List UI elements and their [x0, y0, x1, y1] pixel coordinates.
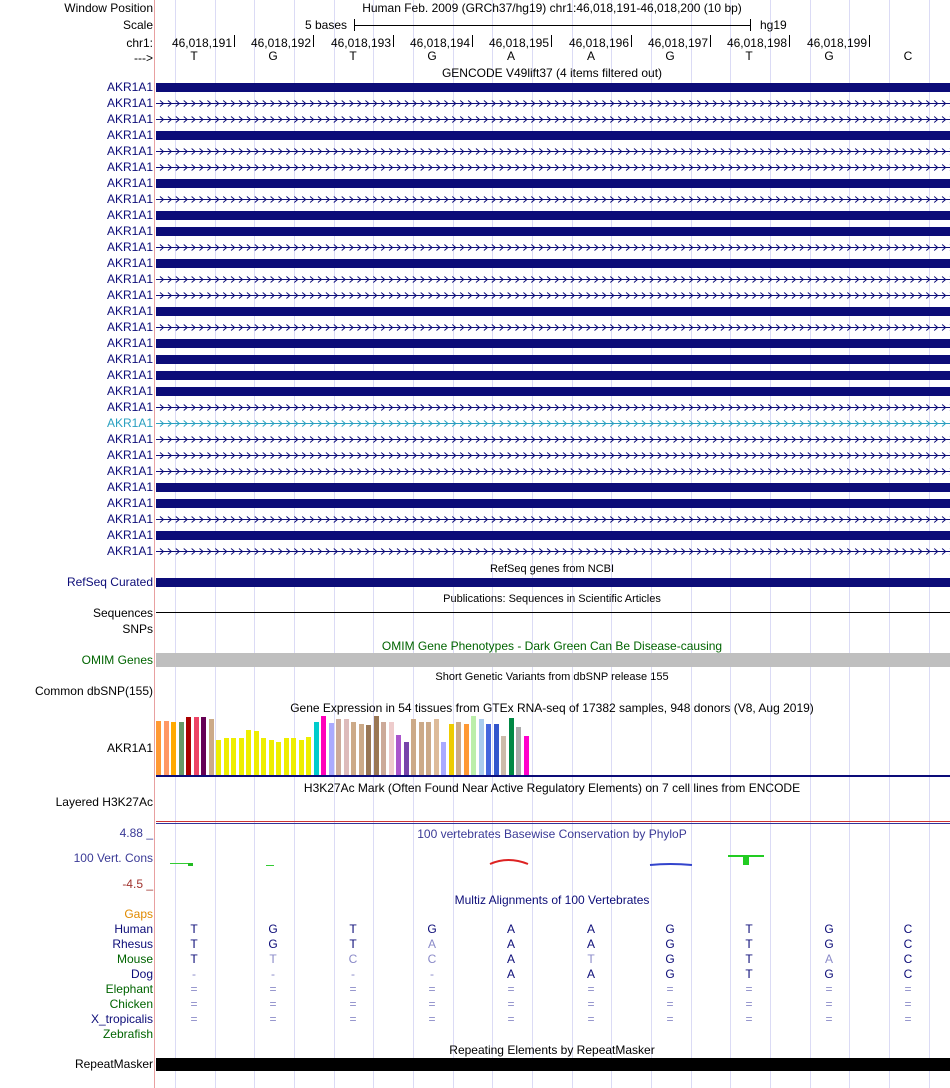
- gtex-tissue-bar[interactable]: [524, 736, 529, 775]
- gtex-tissue-bar[interactable]: [456, 722, 461, 775]
- alignment-base: G: [824, 922, 834, 936]
- gtex-tissue-bar[interactable]: [464, 724, 469, 775]
- gtex-tissue-bar[interactable]: [186, 717, 191, 775]
- alignment-base: A: [586, 967, 596, 981]
- scale-db: hg19: [760, 18, 787, 32]
- publications-track-label[interactable]: Sequences: [92, 606, 153, 620]
- alignment-base: =: [587, 1012, 595, 1026]
- alignment-base: =: [666, 1012, 674, 1026]
- alignment-base: G: [665, 937, 675, 951]
- gencode-exon-bar[interactable]: [156, 131, 950, 140]
- gencode-transcript-label[interactable]: AKR1A1: [106, 128, 153, 142]
- alignment-base: G: [824, 967, 834, 981]
- base-letter: A: [506, 49, 516, 63]
- alignment-base: =: [428, 997, 436, 1011]
- alignment-base: C: [903, 952, 913, 966]
- gencode-intron-line[interactable]: [156, 323, 950, 332]
- alignment-base: -: [351, 967, 355, 981]
- gtex-bar-chart[interactable]: [156, 716, 950, 775]
- gtex-tissue-bar[interactable]: [171, 722, 176, 775]
- gencode-exon-bar[interactable]: [156, 339, 950, 348]
- position-tick: [789, 35, 790, 47]
- dbsnp-track-title: Short Genetic Variants from dbSNP release 155: [435, 671, 669, 683]
- gtex-tissue-bar[interactable]: [276, 742, 281, 775]
- h3k27ac-track-title: H3K27Ac Mark (Often Found Near Active Regulatory Elements) on 7 cell lines from ENCODE: [303, 781, 801, 795]
- alignment-base: G: [268, 937, 278, 951]
- position-label: 46,018,194: [409, 36, 470, 50]
- gtex-tissue-bar[interactable]: [374, 716, 379, 775]
- multiz-track-title: Multiz Alignments of 100 Vertebrates: [454, 893, 650, 907]
- gencode-transcript-label[interactable]: AKR1A1: [106, 144, 153, 158]
- alignment-base: A: [506, 967, 516, 981]
- window-position-label: Window Position: [64, 1, 153, 15]
- alignment-base: =: [349, 997, 357, 1011]
- gtex-tissue-bar[interactable]: [479, 719, 484, 775]
- h3k27ac-track-label[interactable]: Layered H3K27Ac: [55, 795, 153, 809]
- alignment-base: =: [666, 982, 674, 996]
- gencode-transcript-label[interactable]: AKR1A1: [106, 80, 153, 94]
- position-tick: [234, 35, 235, 47]
- species-label: Dog: [130, 967, 153, 981]
- alignment-base: =: [587, 997, 595, 1011]
- base-letter: G: [665, 49, 675, 63]
- phylop-track-title: 100 vertebrates Basewise Conservation by PhyloP: [417, 827, 687, 841]
- alignment-base: T: [269, 952, 277, 966]
- alignment-base: =: [190, 997, 198, 1011]
- species-label: Elephant: [105, 982, 153, 996]
- alignment-base: =: [587, 982, 595, 996]
- gtex-tissue-bar[interactable]: [359, 724, 364, 775]
- gencode-transcript-label[interactable]: AKR1A1: [106, 160, 153, 174]
- gtex-tissue-bar[interactable]: [224, 738, 229, 775]
- gencode-intron-line[interactable]: [156, 419, 950, 428]
- gtex-tissue-bar[interactable]: [509, 718, 514, 775]
- species-label: Rhesus: [112, 937, 153, 951]
- alignment-base: =: [745, 997, 753, 1011]
- alignment-base: G: [824, 937, 834, 951]
- position-tick: [710, 35, 711, 47]
- gencode-exon-bar[interactable]: [156, 211, 950, 220]
- base-letter: C: [903, 49, 913, 63]
- gtex-tissue-bar[interactable]: [381, 722, 386, 775]
- species-label: Zebrafish: [102, 1027, 153, 1041]
- refseq-track-label[interactable]: RefSeq Curated: [66, 575, 153, 589]
- repeatmasker-track-title: Repeating Elements by RepeatMasker: [449, 1043, 655, 1057]
- gencode-transcript-label[interactable]: AKR1A1: [106, 384, 153, 398]
- alignment-base: A: [586, 937, 596, 951]
- species-label: Mouse: [116, 952, 153, 966]
- alignment-base: C: [427, 952, 437, 966]
- alignment-base: =: [349, 1012, 357, 1026]
- gtex-tissue-bar[interactable]: [449, 724, 454, 775]
- gencode-intron-line[interactable]: [156, 515, 950, 524]
- gtex-tissue-bar[interactable]: [239, 738, 244, 775]
- publications-line: [156, 612, 950, 613]
- gencode-exon-bar[interactable]: [156, 387, 950, 396]
- alignment-base: =: [745, 982, 753, 996]
- gencode-transcript-label[interactable]: AKR1A1: [106, 416, 153, 430]
- h3k27ac-line-red: [156, 821, 950, 822]
- gencode-transcript-label[interactable]: AKR1A1: [106, 400, 153, 414]
- alignment-base: =: [825, 997, 833, 1011]
- gencode-transcript-label[interactable]: AKR1A1: [106, 368, 153, 382]
- scale-text: 5 bases: [305, 18, 348, 32]
- alignment-base: A: [506, 922, 516, 936]
- gencode-intron-line[interactable]: [156, 291, 950, 300]
- alignment-base: T: [190, 952, 198, 966]
- base-letter: G: [824, 49, 834, 63]
- alignment-base: =: [745, 1012, 753, 1026]
- position-label: 46,018,196: [568, 36, 629, 50]
- gencode-intron-line[interactable]: [156, 195, 950, 204]
- omim-track-label[interactable]: OMIM Genes: [81, 653, 153, 667]
- alignment-base: G: [268, 922, 278, 936]
- position-label: 46,018,192: [250, 36, 311, 50]
- gencode-transcript-label[interactable]: AKR1A1: [106, 176, 153, 190]
- alignment-base: =: [190, 982, 198, 996]
- gencode-intron-line[interactable]: [156, 99, 950, 108]
- gtex-tissue-bar[interactable]: [441, 742, 446, 775]
- alignment-base: C: [903, 967, 913, 981]
- base-letter: A: [586, 49, 596, 63]
- gtex-tissue-bar[interactable]: [299, 740, 304, 775]
- scale-bar-right-cap: [750, 19, 751, 31]
- gencode-exon-bar[interactable]: [156, 483, 950, 492]
- gencode-transcript-label[interactable]: AKR1A1: [106, 256, 153, 270]
- gtex-tissue-bar[interactable]: [321, 716, 326, 775]
- gtex-tissue-bar[interactable]: [434, 719, 439, 775]
- gtex-tissue-bar[interactable]: [306, 737, 311, 775]
- gtex-tissue-bar[interactable]: [486, 724, 491, 775]
- position-tick: [393, 35, 394, 47]
- alignment-base: =: [349, 982, 357, 996]
- base-letter: T: [745, 49, 753, 63]
- repeatmasker-bar[interactable]: [156, 1058, 950, 1071]
- alignment-base: C: [348, 952, 358, 966]
- gencode-intron-line[interactable]: [156, 547, 950, 556]
- alignment-base: -: [430, 967, 434, 981]
- alignment-base: G: [665, 967, 675, 981]
- publications-track-title: Publications: Sequences in Scientific Articles: [443, 593, 661, 605]
- gtex-tissue-bar[interactable]: [216, 740, 221, 775]
- gencode-transcript-label[interactable]: AKR1A1: [106, 352, 153, 366]
- position-tick: [313, 35, 314, 47]
- gencode-transcript-label[interactable]: AKR1A1: [106, 336, 153, 350]
- phylop-wiggle[interactable]: [156, 850, 950, 870]
- alignment-base: A: [506, 937, 516, 951]
- gtex-tissue-bar[interactable]: [426, 722, 431, 775]
- position-label: 46,018,195: [488, 36, 549, 50]
- alignment-base: A: [586, 922, 596, 936]
- gencode-transcript-label[interactable]: AKR1A1: [106, 272, 153, 286]
- gtex-tissue-bar[interactable]: [164, 721, 169, 775]
- position-label: 46,018,193: [330, 36, 391, 50]
- species-label: Human: [114, 922, 153, 936]
- alignment-base: =: [507, 1012, 515, 1026]
- gtex-tissue-bar[interactable]: [329, 723, 334, 775]
- gencode-transcript-label[interactable]: AKR1A1: [106, 192, 153, 206]
- gtex-tissue-bar[interactable]: [411, 719, 416, 775]
- gencode-exon-bar[interactable]: [156, 371, 950, 380]
- gencode-exon-bar[interactable]: [156, 259, 950, 268]
- alignment-base: =: [269, 997, 277, 1011]
- gtex-tissue-bar[interactable]: [254, 731, 259, 775]
- alignment-base: =: [666, 997, 674, 1011]
- gtex-tissue-bar[interactable]: [389, 722, 394, 775]
- gencode-transcript-label[interactable]: AKR1A1: [106, 432, 153, 446]
- position-tick: [631, 35, 632, 47]
- alignment-base: C: [903, 937, 913, 951]
- label-separator: [154, 0, 155, 1088]
- alignment-base: C: [903, 922, 913, 936]
- gtex-tissue-bar[interactable]: [156, 721, 161, 775]
- alignment-base: T: [745, 937, 753, 951]
- snps-track-label[interactable]: SNPs: [122, 622, 153, 636]
- alignment-base: G: [427, 922, 437, 936]
- alignment-base: T: [745, 967, 753, 981]
- position-label: 46,018,198: [726, 36, 787, 50]
- gtex-tissue-bar[interactable]: [246, 730, 251, 775]
- gencode-transcript-label[interactable]: AKR1A1: [106, 288, 153, 302]
- alignment-base: T: [587, 952, 595, 966]
- position-tick: [869, 35, 870, 47]
- gencode-transcript-label[interactable]: AKR1A1: [106, 96, 153, 110]
- alignment-base: G: [665, 952, 675, 966]
- gtex-tissue-bar[interactable]: [471, 716, 476, 775]
- gencode-transcript-label[interactable]: AKR1A1: [106, 544, 153, 558]
- alignment-base: T: [745, 952, 753, 966]
- gtex-tissue-bar[interactable]: [351, 722, 356, 775]
- gencode-intron-line[interactable]: [156, 275, 950, 284]
- alignment-base: =: [904, 982, 912, 996]
- position-label: 46,018,191: [171, 36, 232, 50]
- gtex-tissue-bar[interactable]: [291, 738, 296, 775]
- gtex-tissue-bar[interactable]: [201, 717, 206, 775]
- species-label: Chicken: [109, 997, 153, 1011]
- position-label: 46,018,199: [806, 36, 867, 50]
- h3k27ac-line-blue: [156, 823, 950, 824]
- species-label: X_tropicalis: [90, 1012, 153, 1026]
- gtex-tissue-bar[interactable]: [396, 735, 401, 775]
- position-tick: [551, 35, 552, 47]
- alignment-base: =: [190, 1012, 198, 1026]
- alignment-base: G: [665, 922, 675, 936]
- alignment-base: =: [269, 1012, 277, 1026]
- base-letter: G: [268, 49, 278, 63]
- gtex-track-label[interactable]: AKR1A1: [106, 741, 153, 755]
- gtex-tissue-bar[interactable]: [261, 738, 266, 775]
- alignment-base: T: [190, 937, 198, 951]
- gencode-transcript-label[interactable]: AKR1A1: [106, 112, 153, 126]
- gencode-intron-line[interactable]: [156, 403, 950, 412]
- alignment-base: A: [427, 937, 437, 951]
- refseq-gene-bar[interactable]: [156, 578, 950, 587]
- gtex-tissue-bar[interactable]: [209, 719, 214, 775]
- gtex-tissue-bar[interactable]: [404, 742, 409, 775]
- alignment-base: =: [904, 1012, 912, 1026]
- gtex-tissue-bar[interactable]: [336, 719, 341, 775]
- base-letter: G: [427, 49, 437, 63]
- gtex-baseline: [156, 775, 950, 777]
- chrom-label: chr1:: [126, 36, 153, 50]
- alignment-base: A: [506, 952, 516, 966]
- alignment-base: =: [428, 982, 436, 996]
- gencode-exon-bar[interactable]: [156, 531, 950, 540]
- gencode-transcript-label[interactable]: AKR1A1: [106, 496, 153, 510]
- position-tick: [472, 35, 473, 47]
- alignment-base: T: [349, 937, 357, 951]
- gencode-transcript-label[interactable]: AKR1A1: [106, 464, 153, 478]
- gencode-transcript-label[interactable]: AKR1A1: [106, 208, 153, 222]
- dbsnp-track-label[interactable]: Common dbSNP(155): [34, 684, 153, 698]
- base-letter: T: [349, 49, 357, 63]
- gencode-intron-line[interactable]: [156, 163, 950, 172]
- gencode-intron-line[interactable]: [156, 451, 950, 460]
- position-label: 46,018,197: [647, 36, 708, 50]
- gencode-transcript-label[interactable]: AKR1A1: [106, 224, 153, 238]
- alignment-base: -: [271, 967, 275, 981]
- gencode-exon-bar[interactable]: [156, 179, 950, 188]
- gencode-intron-line[interactable]: [156, 147, 950, 156]
- gtex-tissue-bar[interactable]: [314, 722, 319, 775]
- strand-label: --->: [134, 51, 153, 65]
- gencode-track-title: GENCODE V49lift37 (4 items filtered out): [441, 66, 663, 80]
- gtex-tissue-bar[interactable]: [179, 722, 184, 775]
- alignment-base: =: [825, 1012, 833, 1026]
- base-letter: T: [190, 49, 198, 63]
- position-title: Human Feb. 2009 (GRCh37/hg19) chr1:46,018,191-46,018,200 (10 bp): [362, 1, 742, 15]
- multiz-gaps-label: Gaps: [124, 907, 153, 921]
- gencode-transcript-label[interactable]: AKR1A1: [106, 528, 153, 542]
- alignment-base: =: [825, 982, 833, 996]
- phylop-max-label: 4.88 _: [119, 826, 153, 840]
- alignment-base: -: [192, 967, 196, 981]
- gencode-transcript-label[interactable]: AKR1A1: [106, 320, 153, 334]
- alignment-base: =: [507, 997, 515, 1011]
- scale-bar: [354, 25, 751, 26]
- gtex-tissue-bar[interactable]: [494, 724, 499, 775]
- gencode-transcript-label[interactable]: AKR1A1: [106, 512, 153, 526]
- alignment-base: T: [349, 922, 357, 936]
- gtex-tissue-bar[interactable]: [269, 740, 274, 775]
- gencode-exon-bar[interactable]: [156, 307, 950, 316]
- alignment-base: A: [824, 952, 834, 966]
- gencode-exon-bar[interactable]: [156, 227, 950, 236]
- gtex-tissue-bar[interactable]: [344, 719, 349, 775]
- alignment-base: =: [269, 982, 277, 996]
- gtex-tissue-bar[interactable]: [501, 736, 506, 775]
- gencode-transcript-label[interactable]: AKR1A1: [106, 240, 153, 254]
- gencode-transcript-label[interactable]: AKR1A1: [106, 448, 153, 462]
- gtex-tissue-bar[interactable]: [516, 727, 521, 775]
- gencode-exon-bar[interactable]: [156, 499, 950, 508]
- gtex-tissue-bar[interactable]: [419, 722, 424, 775]
- scale-label: Scale: [122, 18, 153, 32]
- phylop-min-label: -4.5 _: [122, 877, 153, 891]
- gencode-transcript-label[interactable]: AKR1A1: [106, 480, 153, 494]
- refseq-track-title: RefSeq genes from NCBI: [489, 563, 615, 575]
- alignment-base: =: [507, 982, 515, 996]
- alignment-base: =: [428, 1012, 436, 1026]
- gtex-tissue-bar[interactable]: [366, 725, 371, 775]
- phylop-track-label[interactable]: 100 Vert. Cons: [73, 851, 153, 865]
- alignment-base: T: [745, 922, 753, 936]
- gtex-tissue-bar[interactable]: [284, 738, 289, 775]
- gencode-exon-bar[interactable]: [156, 83, 950, 92]
- gencode-intron-line[interactable]: [156, 467, 950, 476]
- omim-gene-bar[interactable]: [156, 653, 950, 667]
- gtex-tissue-bar[interactable]: [231, 738, 236, 775]
- gencode-intron-line[interactable]: [156, 243, 950, 252]
- omim-track-title: OMIM Gene Phenotypes - Dark Green Can Be Disease-causing: [381, 639, 723, 653]
- alignment-base: T: [190, 922, 198, 936]
- gencode-intron-line[interactable]: [156, 435, 950, 444]
- gtex-track-title: Gene Expression in 54 tissues from GTEx RNA-seq of 17382 samples, 948 donors (V8, Aug 2019): [290, 701, 814, 715]
- gencode-transcript-label[interactable]: AKR1A1: [106, 304, 153, 318]
- gencode-intron-line[interactable]: [156, 115, 950, 124]
- gencode-exon-bar[interactable]: [156, 355, 950, 364]
- alignment-base: =: [904, 997, 912, 1011]
- repeatmasker-track-label[interactable]: RepeatMasker: [74, 1057, 153, 1071]
- gtex-tissue-bar[interactable]: [194, 717, 199, 775]
